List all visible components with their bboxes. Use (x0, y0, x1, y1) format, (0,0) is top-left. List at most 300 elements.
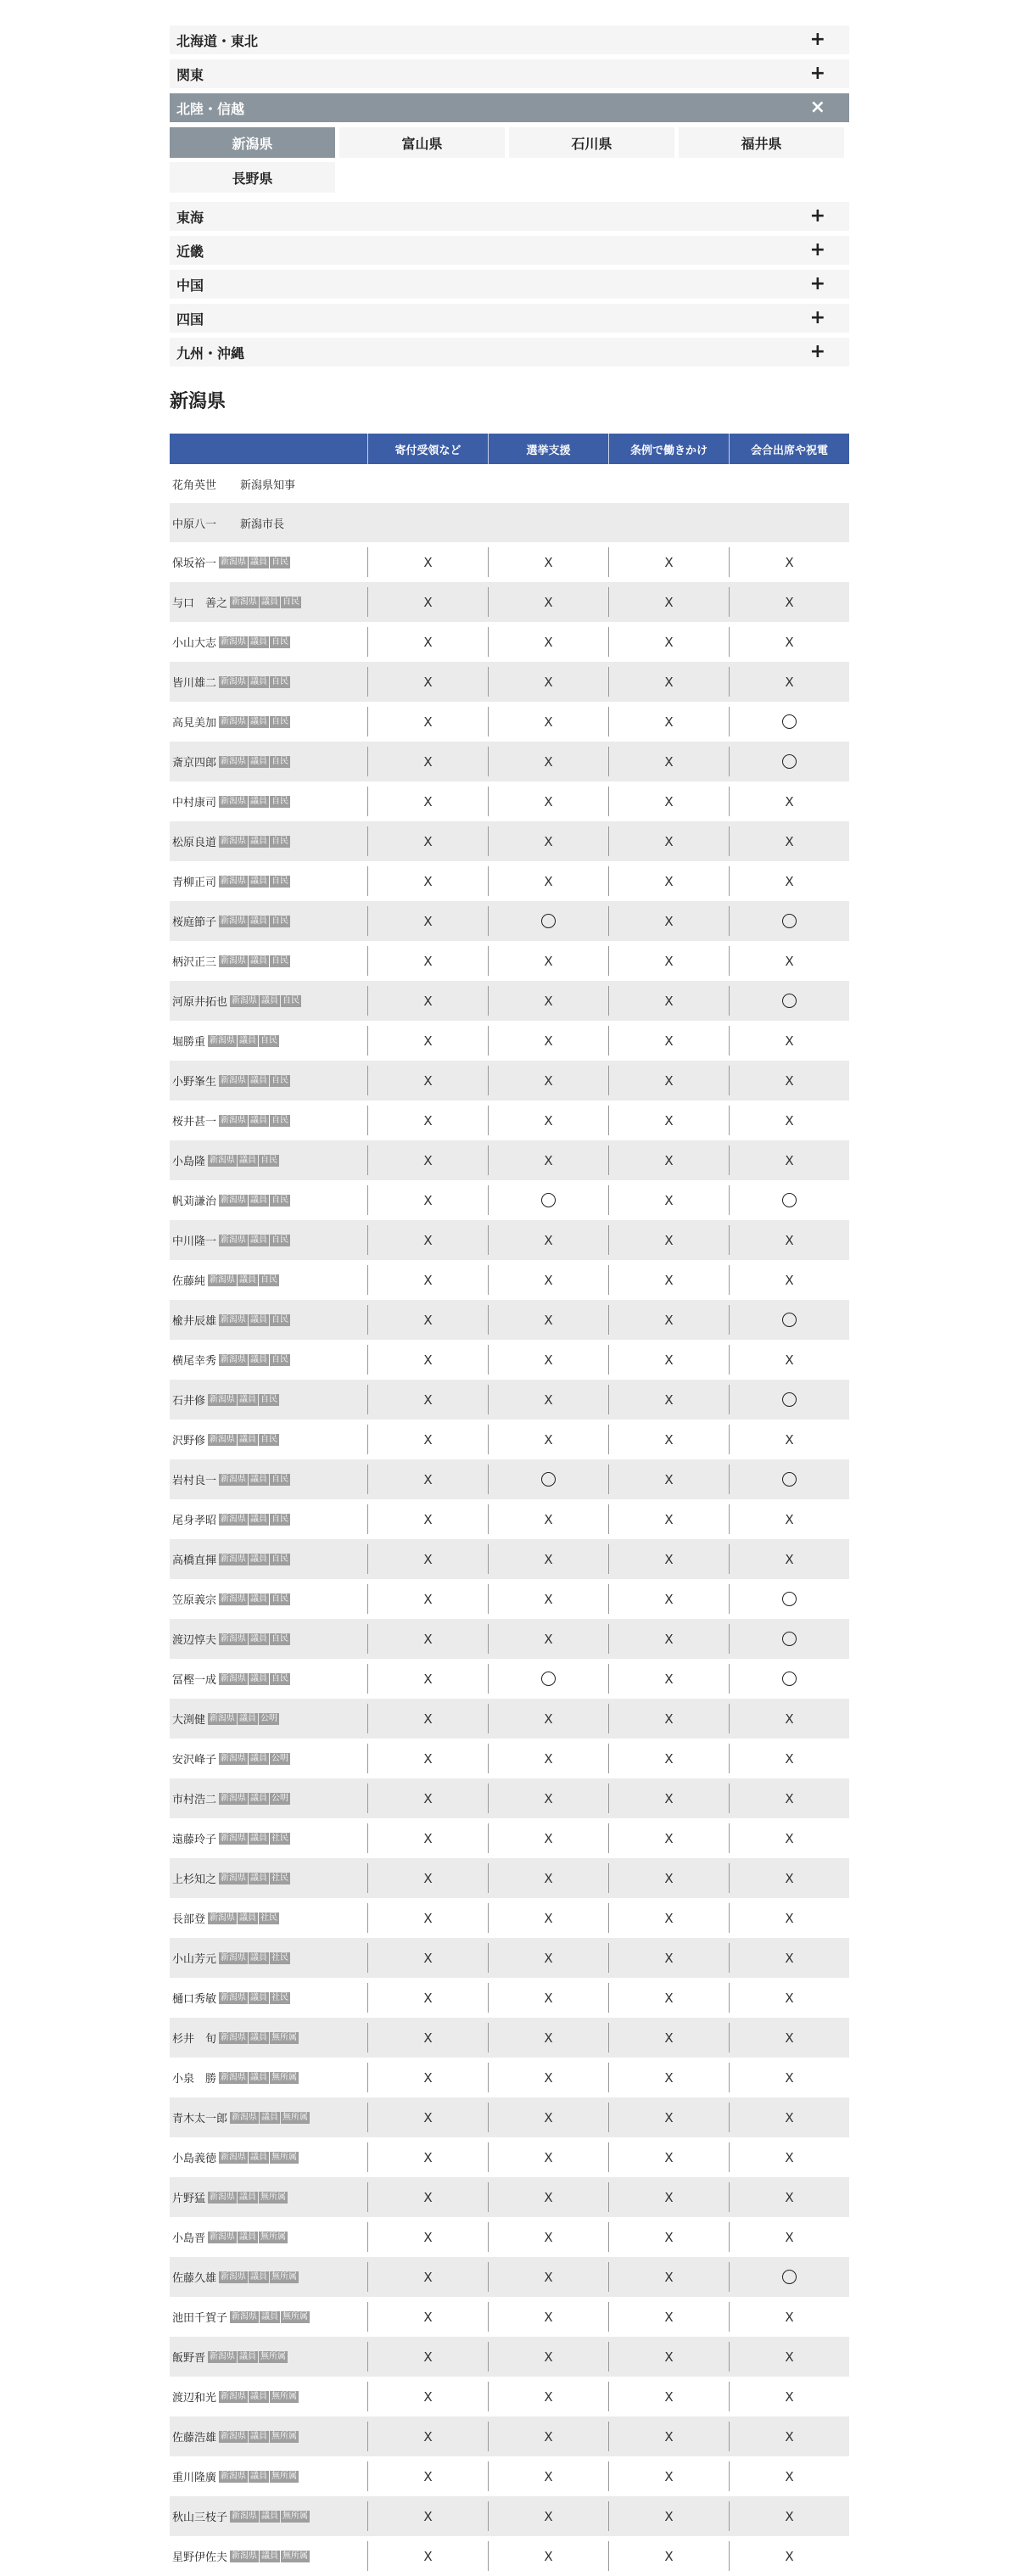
x-no-mark: X (785, 1551, 794, 1567)
politician-name: 岩村良一 (172, 1475, 217, 1487)
x-no-mark: X (785, 594, 794, 610)
meeting-mark-cell (729, 787, 849, 816)
x-no-mark: X (664, 1072, 674, 1089)
affiliation-tag: 自民 (282, 596, 300, 607)
region-item[interactable] (170, 270, 849, 299)
politician-name-cell (170, 993, 367, 1009)
x-no-mark: X (423, 1830, 433, 1846)
election-support-mark-cell (488, 2182, 608, 2212)
election-support-mark-cell (488, 747, 608, 776)
ordinance-mark-cell (608, 2461, 729, 2491)
politician-name-cell (170, 2069, 367, 2086)
donation-mark-cell (367, 906, 488, 936)
x-no-mark: X (423, 1471, 433, 1487)
x-no-mark: X (785, 1870, 794, 1886)
x-no-mark: X (664, 554, 674, 570)
x-no-mark: X (423, 1192, 433, 1208)
election-support-mark-cell (488, 1504, 608, 1534)
affiliation-tag: 議員 (250, 716, 268, 726)
meeting-mark-cell (729, 2382, 849, 2411)
politician-name-cell (170, 2229, 367, 2245)
table-row (170, 1300, 849, 1340)
election-support-mark-cell (488, 1185, 608, 1215)
politician-name: 青木太一郎 (172, 2113, 228, 2125)
affiliation-tag: 新潟県 (221, 916, 247, 926)
affiliation-tag: 議員 (250, 1593, 268, 1604)
region-item[interactable] (170, 93, 849, 122)
x-no-mark: X (544, 2468, 553, 2484)
affiliation-tag: 議員 (261, 596, 279, 607)
affiliation-tag: 新潟県 (232, 2551, 258, 2561)
region-item[interactable] (170, 236, 849, 265)
election-support-mark-cell (488, 826, 608, 856)
expand-plus-icon: + (809, 205, 825, 227)
politician-name: 安沢峰子 (172, 1754, 217, 1767)
x-no-mark: X (423, 1591, 433, 1607)
politician-name-cell (170, 2428, 367, 2444)
politician-name: 渡辺惇夫 (172, 1634, 217, 1647)
x-no-mark: X (664, 753, 674, 770)
election-support-mark-cell (488, 1903, 608, 1933)
official-title: 新潟市長 (240, 518, 285, 531)
politician-name: 佐藤久雄 (172, 2272, 217, 2285)
donation-mark-cell (367, 1784, 488, 1813)
x-no-mark: X (544, 1152, 553, 1168)
politician-name: 松原良道 (172, 837, 217, 849)
meeting-mark-cell (729, 1943, 849, 1973)
affiliation-tag: 無所属 (271, 2032, 298, 2042)
affiliation-tag: 新潟県 (232, 995, 258, 1005)
donation-mark-cell (367, 986, 488, 1016)
meeting-mark-cell (729, 2302, 849, 2332)
official-name: 花角英世 (172, 479, 217, 492)
affiliation-tag: 議員 (250, 2271, 268, 2282)
donation-mark-cell (367, 1106, 488, 1135)
ordinance-mark-cell (608, 2422, 729, 2451)
affiliation-tag: 自民 (271, 1195, 289, 1205)
politician-name: 長部登 (172, 1913, 206, 1926)
x-no-mark: X (664, 1631, 674, 1647)
affiliation-tag: 議員 (239, 1035, 257, 1045)
affiliation-tag: 新潟県 (221, 1992, 247, 2002)
x-no-mark: X (664, 1033, 674, 1049)
meeting-mark-cell (729, 1744, 849, 1773)
affiliation-tag: 自民 (271, 1474, 289, 1484)
x-no-mark: X (544, 714, 553, 730)
politician-name-cell (170, 793, 367, 809)
donation-mark-cell (367, 2422, 488, 2451)
politician-name: 笠原義宗 (172, 1594, 217, 1607)
politician-name-cell (170, 1950, 367, 1966)
politician-name-cell (170, 1431, 367, 1448)
x-no-mark: X (664, 1671, 674, 1687)
x-no-mark: X (785, 2468, 794, 2484)
x-no-mark: X (664, 833, 674, 849)
politician-name-cell (170, 2388, 367, 2405)
table-row (170, 2217, 849, 2257)
meeting-mark-cell (729, 1106, 849, 1135)
meeting-mark-cell (729, 2023, 849, 2052)
x-no-mark: X (785, 1711, 794, 1727)
x-no-mark: X (664, 1910, 674, 1926)
affiliation-tag: 議員 (250, 1075, 268, 1085)
meeting-mark-cell (729, 1026, 849, 1056)
politician-name-cell (170, 1990, 367, 2006)
donation-mark-cell (367, 1345, 488, 1375)
affiliation-tag: 議員 (239, 1713, 257, 1723)
election-support-mark-cell (488, 1704, 608, 1733)
x-no-mark: X (544, 1392, 553, 1408)
table-row (170, 1140, 849, 1180)
affiliation-tag: 新潟県 (221, 1753, 247, 1763)
ordinance-mark-cell (608, 667, 729, 697)
meeting-mark-cell (729, 2541, 849, 2571)
x-no-mark: X (423, 554, 433, 570)
politician-name: 保坂裕一 (172, 557, 217, 570)
election-support-mark-cell (488, 1943, 608, 1973)
table-row (170, 2536, 849, 2576)
x-no-mark: X (785, 2349, 794, 2365)
table-row (170, 941, 849, 981)
x-no-mark: X (544, 1631, 553, 1647)
election-support-mark-cell (488, 946, 608, 976)
x-no-mark: X (664, 714, 674, 730)
prefecture-button[interactable]: 長野県 (170, 162, 335, 193)
donation-mark-cell (367, 2302, 488, 2332)
x-no-mark: X (785, 2109, 794, 2125)
ordinance-mark-cell (608, 946, 729, 976)
x-no-mark: X (423, 1272, 433, 1288)
election-support-mark-cell (488, 1225, 608, 1255)
politician-name-cell (170, 1711, 367, 1727)
affiliation-tag: 議員 (250, 916, 268, 926)
table-row (170, 2496, 849, 2536)
election-support-mark-cell (488, 1066, 608, 1095)
politician-name-cell (170, 1551, 367, 1567)
politician-name: 渡辺和光 (172, 2392, 217, 2405)
meeting-mark-cell (729, 1066, 849, 1095)
affiliation-tag: 新潟県 (221, 1833, 247, 1843)
affiliation-tag: 議員 (250, 1235, 268, 1245)
ordinance-mark-cell (608, 1983, 729, 2013)
politician-name: 中川隆一 (172, 1235, 217, 1248)
meeting-mark-cell (729, 1504, 849, 1534)
x-no-mark: X (664, 1471, 674, 1487)
politician-name: 河原井拓也 (172, 996, 228, 1009)
election-support-mark-cell (488, 1106, 608, 1135)
x-no-mark: X (785, 953, 794, 969)
x-no-mark: X (664, 2149, 674, 2165)
ordinance-mark-cell (608, 1305, 729, 1335)
page-container (170, 25, 849, 2576)
politician-name: 上杉知之 (172, 1873, 217, 1886)
donation-mark-cell (367, 2142, 488, 2172)
table-row (170, 2177, 849, 2217)
election-support-mark-cell (488, 1026, 608, 1056)
x-no-mark: X (423, 2349, 433, 2365)
ordinance-mark-cell (608, 2182, 729, 2212)
election-support-mark-cell (488, 1784, 608, 1813)
affiliation-tag: 議員 (250, 557, 268, 567)
x-no-mark: X (785, 2229, 794, 2245)
meeting-mark-cell (729, 1145, 849, 1175)
donation-mark-cell (367, 826, 488, 856)
table-row (170, 1858, 849, 1898)
politician-name-cell (170, 1671, 367, 1687)
donation-mark-cell (367, 1544, 488, 1574)
election-support-mark-cell (488, 906, 608, 936)
election-support-mark-cell (488, 2541, 608, 2571)
meeting-mark-cell (729, 1664, 849, 1694)
election-support-mark-cell (488, 1145, 608, 1175)
table-row (170, 2297, 849, 2337)
x-no-mark: X (423, 1232, 433, 1248)
x-no-mark: X (423, 594, 433, 610)
affiliation-tag: 無所属 (260, 2232, 287, 2242)
ordinance-mark-cell (608, 2302, 729, 2332)
circle-yes-icon (782, 1472, 797, 1487)
x-no-mark: X (664, 2428, 674, 2444)
election-support-mark-cell (488, 2302, 608, 2332)
election-support-mark-cell (488, 1305, 608, 1335)
meeting-mark-cell (729, 1265, 849, 1295)
election-support-mark-cell (488, 866, 608, 896)
ordinance-mark-cell (608, 1464, 729, 1494)
table-row (170, 1699, 849, 1739)
table-row (170, 2058, 849, 2097)
region-item[interactable] (170, 202, 849, 231)
table-row (170, 1739, 849, 1778)
donation-mark-cell (367, 1145, 488, 1175)
donation-mark-cell (367, 1225, 488, 1255)
politician-name-cell (170, 913, 367, 929)
affiliation-tag: 議員 (239, 1434, 257, 1444)
x-no-mark: X (423, 2388, 433, 2405)
x-no-mark: X (664, 1431, 674, 1448)
politician-name-cell (170, 1112, 367, 1128)
politician-name: 中村康司 (172, 797, 217, 809)
affiliation-tag: 議員 (250, 1514, 268, 1524)
x-no-mark: X (785, 873, 794, 889)
affiliation-tag: 新潟県 (232, 2511, 258, 2521)
politician-name-cell (170, 1232, 367, 1248)
affiliation-tag: 議員 (250, 2072, 268, 2082)
table-row (170, 2377, 849, 2416)
x-no-mark: X (785, 1790, 794, 1806)
meeting-mark-cell (729, 2222, 849, 2252)
table-row (170, 582, 849, 622)
x-no-mark: X (664, 793, 674, 809)
x-no-mark: X (664, 594, 674, 610)
affiliation-tag: 新潟県 (221, 2271, 247, 2282)
x-no-mark: X (664, 2269, 674, 2285)
meeting-mark-cell (729, 866, 849, 896)
election-support-mark-cell (488, 787, 608, 816)
table-row (170, 1260, 849, 1300)
donation-mark-cell (367, 1903, 488, 1933)
prefecture-grid (170, 127, 849, 197)
table-row (170, 2456, 849, 2496)
affiliation-tag: 議員 (261, 2311, 279, 2321)
x-no-mark: X (664, 1392, 674, 1408)
meeting-mark-cell (729, 707, 849, 736)
affiliation-tag: 新潟県 (221, 1554, 247, 1564)
table-row (170, 2337, 849, 2377)
x-no-mark: X (544, 554, 553, 570)
politician-name: 桜庭節子 (172, 916, 217, 929)
prefecture-button[interactable]: 富山県 (339, 127, 505, 158)
table-row (170, 2137, 849, 2177)
x-no-mark: X (544, 1711, 553, 1727)
prefecture-button[interactable]: 石川県 (509, 127, 674, 158)
donation-mark-cell (367, 1385, 488, 1414)
x-no-mark: X (544, 1511, 553, 1527)
donation-mark-cell (367, 1823, 488, 1853)
region-label: 四国 (176, 311, 204, 328)
affiliation-tag: 新潟県 (221, 2431, 247, 2441)
x-no-mark: X (785, 2428, 794, 2444)
affiliation-tag: 自民 (271, 916, 289, 926)
x-no-mark: X (785, 1830, 794, 1846)
table-row (170, 821, 849, 861)
x-no-mark: X (423, 1870, 433, 1886)
politician-name: 池田千賀子 (172, 2312, 228, 2325)
ordinance-mark-cell (608, 2262, 729, 2292)
meeting-mark-cell (729, 667, 849, 697)
x-no-mark: X (544, 1910, 553, 1926)
x-no-mark: X (423, 1790, 433, 1806)
politician-name-cell (170, 1392, 367, 1408)
x-no-mark: X (544, 1232, 553, 1248)
x-no-mark: X (423, 2229, 433, 2245)
region-item[interactable] (170, 59, 849, 88)
politician-name-cell (170, 2508, 367, 2524)
politician-name: 樋口秀敏 (172, 1993, 217, 2006)
x-no-mark: X (544, 2030, 553, 2046)
x-no-mark: X (785, 1511, 794, 1527)
affiliation-tag: 社民 (271, 1992, 289, 2002)
x-no-mark: X (664, 1950, 674, 1966)
meeting-mark-cell (729, 1823, 849, 1853)
meeting-mark-cell (729, 1185, 849, 1215)
politician-table (170, 434, 849, 2576)
x-no-mark: X (544, 1551, 553, 1567)
affiliation-tag: 議員 (250, 2471, 268, 2481)
region-item[interactable] (170, 304, 849, 333)
affiliation-tag: 新潟県 (221, 836, 247, 846)
region-label: 中国 (176, 277, 204, 294)
affiliation-tag: 議員 (250, 1793, 268, 1803)
politician-name: 冨樫一成 (172, 1674, 217, 1687)
x-no-mark: X (785, 1072, 794, 1089)
meeting-mark-cell (729, 747, 849, 776)
affiliation-tag: 議員 (239, 1394, 257, 1404)
prefecture-button[interactable]: 福井県 (679, 127, 844, 158)
affiliation-tag: 社民 (271, 1833, 289, 1843)
meeting-mark-cell (729, 627, 849, 657)
politician-name-cell (170, 1591, 367, 1607)
table-row (170, 622, 849, 662)
affiliation-tag: 新潟県 (221, 1115, 247, 1125)
politician-name-cell (170, 674, 367, 690)
politician-name: 桜井甚一 (172, 1116, 217, 1128)
affiliation-tag: 無所属 (271, 2431, 298, 2441)
politician-name-cell (170, 634, 367, 650)
x-no-mark: X (423, 2548, 433, 2564)
table-row (170, 662, 849, 702)
x-no-mark: X (785, 2548, 794, 2564)
region-item[interactable] (170, 338, 849, 367)
politician-name: 佐藤浩雄 (172, 2432, 217, 2444)
affiliation-tag: 新潟県 (221, 1314, 247, 1324)
x-no-mark: X (664, 2388, 674, 2405)
x-no-mark: X (423, 1551, 433, 1567)
circle-yes-icon (782, 754, 797, 769)
x-no-mark: X (423, 634, 433, 650)
affiliation-tag: 新潟県 (221, 1474, 247, 1484)
table-row (170, 901, 849, 941)
ordinance-mark-cell (608, 1544, 729, 1574)
election-support-mark-cell (488, 1544, 608, 1574)
table-body (170, 464, 849, 2576)
meeting-mark-cell (729, 2142, 849, 2172)
election-support-mark-cell (488, 587, 608, 617)
affiliation-tag: 新潟県 (221, 796, 247, 806)
donation-mark-cell (367, 1026, 488, 1056)
x-no-mark: X (423, 993, 433, 1009)
politician-name: 小山大志 (172, 637, 217, 650)
affiliation-tag: 議員 (261, 2551, 279, 2561)
affiliation-tag: 自民 (271, 796, 289, 806)
donation-mark-cell (367, 1185, 488, 1215)
official-name-cell (170, 476, 849, 492)
affiliation-tag: 新潟県 (210, 2232, 236, 2242)
table-header-blank (170, 434, 367, 464)
x-no-mark: X (664, 1870, 674, 1886)
region-label: 東海 (176, 209, 204, 226)
affiliation-tag: 新潟県 (232, 2311, 258, 2321)
donation-mark-cell (367, 946, 488, 976)
meeting-mark-cell (729, 587, 849, 617)
table-row (170, 1100, 849, 1140)
x-no-mark: X (664, 2030, 674, 2046)
x-no-mark: X (664, 1232, 674, 1248)
official-title: 新潟県知事 (240, 479, 296, 492)
election-support-mark-cell (488, 1823, 608, 1853)
ordinance-mark-cell (608, 2023, 729, 2052)
x-no-mark: X (423, 1750, 433, 1767)
election-support-mark-cell (488, 1425, 608, 1454)
politician-name-cell (170, 1870, 367, 1886)
x-no-mark: X (785, 1152, 794, 1168)
x-no-mark: X (423, 1631, 433, 1647)
x-no-mark: X (664, 2109, 674, 2125)
x-no-mark: X (664, 1591, 674, 1607)
region-label: 北海道・東北 (176, 32, 259, 49)
ordinance-mark-cell (608, 2063, 729, 2092)
x-no-mark: X (785, 674, 794, 690)
x-no-mark: X (785, 554, 794, 570)
donation-mark-cell (367, 787, 488, 816)
region-item[interactable] (170, 25, 849, 54)
politician-name: 片野猛 (172, 2192, 206, 2205)
politician-name-cell (170, 1352, 367, 1368)
table-row (170, 861, 849, 901)
prefecture-button[interactable]: 新潟県 (170, 127, 335, 158)
table-row (170, 1539, 849, 1579)
meeting-mark-cell (729, 1385, 849, 1414)
x-no-mark: X (664, 993, 674, 1009)
